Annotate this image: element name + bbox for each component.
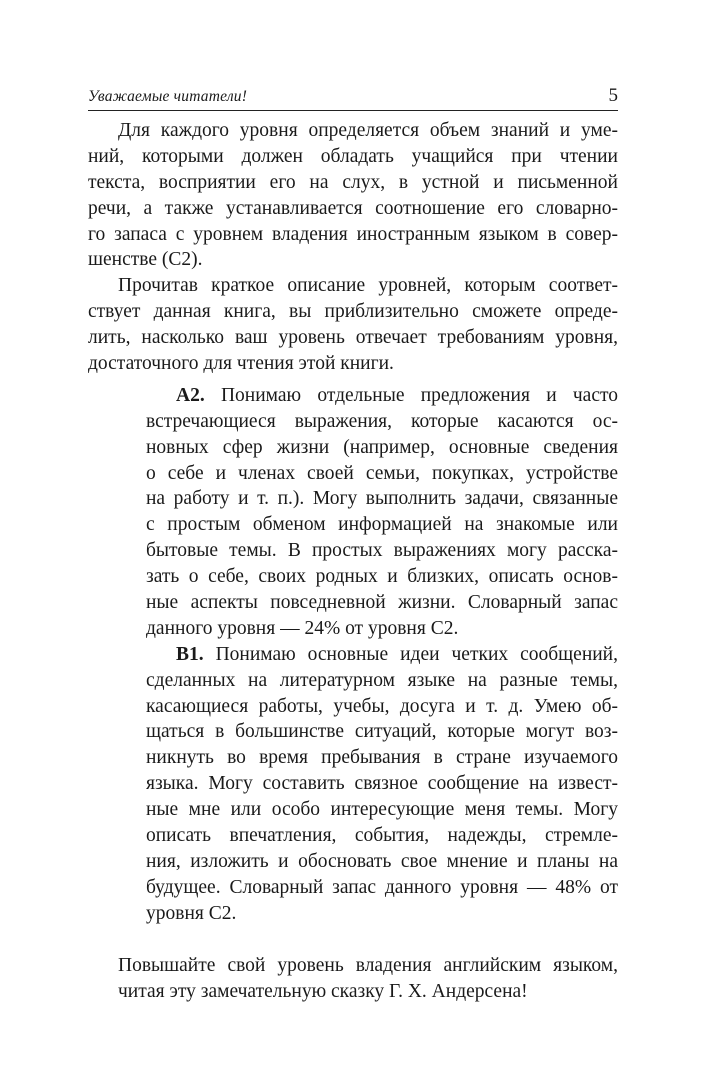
intro-paragraph-1	[88, 118, 618, 273]
text-line	[146, 383, 618, 409]
text-line: будущее. Словарный запас данного уровня — 48% от	[146, 876, 618, 898]
text-line: с простым обменом информацией на знакомые или	[146, 514, 618, 536]
closing-paragraph	[88, 953, 618, 1005]
text-line: уровня С2.	[146, 902, 237, 924]
running-title: Уважаемые читатели!	[88, 88, 248, 105]
text-line: речи, а также устанавливается соотношение его словарно-	[88, 197, 618, 219]
text-line: никнуть во время пребывания в стране изучаемого	[146, 747, 618, 769]
level-label: В1.	[176, 643, 204, 665]
body-text	[88, 118, 618, 1004]
level-label: А2.	[176, 384, 205, 406]
page-number: 5	[608, 85, 618, 106]
text-line: лить, насколько ваш уровень отвечает требованиям уровня,	[88, 327, 618, 349]
text-line: щаться в большинстве ситуаций, которые могут воз-	[146, 721, 618, 743]
intro-paragraph-2	[88, 273, 618, 377]
text-line: описать впечатления, события, надежды, стремле-	[146, 825, 618, 847]
text-line: ния, изложить и обосновать свое мнение и планы на	[146, 850, 618, 872]
text-line: ные аспекты повседневной жизни. Словарный запас	[146, 592, 618, 614]
text-line: ные мне или особо интересующие меня темы. Могу	[146, 799, 618, 821]
text-line: зать о себе, своих родных и близких, описать основ-	[146, 566, 618, 588]
text-line: Для каждого уровня определяется объем знаний и уме-	[118, 120, 618, 141]
level-first-line: Понимаю отдельные предложения и часто	[220, 384, 619, 406]
text-line: о себе и членах своей семьи, покупках, устройстве	[146, 462, 618, 484]
text-line: ний, которыми должен обладать учащийся при чтении	[88, 145, 618, 167]
running-head	[88, 86, 618, 111]
text-line: текста, восприятии его на слух, в устной и письменной	[88, 171, 618, 193]
text-line: ствует данная книга, вы приблизительно сможете опреде-	[88, 301, 618, 323]
text-line: го запаса с уровнем владения иностранным языком в совер-	[88, 223, 618, 245]
level-b1-description	[146, 642, 618, 927]
level-a2-description	[146, 383, 618, 642]
text-line: достаточного для чтения этой книги.	[88, 353, 394, 375]
text-line: новных сфер жизни (например, основные сведения	[146, 436, 618, 458]
text-line: бытовые темы. В простых выражениях могу расска-	[146, 540, 618, 562]
text-line: касающиеся работы, учебы, досуга и т. д. Умею об-	[146, 695, 618, 717]
text-line: на работу и т. п.). Могу выполнить задачи, связанные	[146, 488, 618, 510]
text-line: Прочитав краткое описание уровней, которым соответ-	[118, 275, 618, 297]
level-first-line: Понимаю основные идеи четких сообщений,	[215, 643, 618, 665]
text-line	[146, 642, 618, 668]
text-line: языка. Могу составить связное сообщение на извест-	[146, 773, 618, 795]
text-line: читая эту замечательную сказку Г. Х. Андерсена!	[118, 980, 528, 1002]
text-line: данного уровня — 24% от уровня С2.	[146, 617, 459, 639]
text-line: сделанных на литературном языке на разные темы,	[146, 669, 618, 691]
text-line: встречающиеся выражения, которые касаются ос-	[146, 410, 618, 432]
text-line: шенстве (С2).	[88, 249, 203, 271]
text-line: Повышайте свой уровень владения английским языком,	[118, 954, 618, 976]
